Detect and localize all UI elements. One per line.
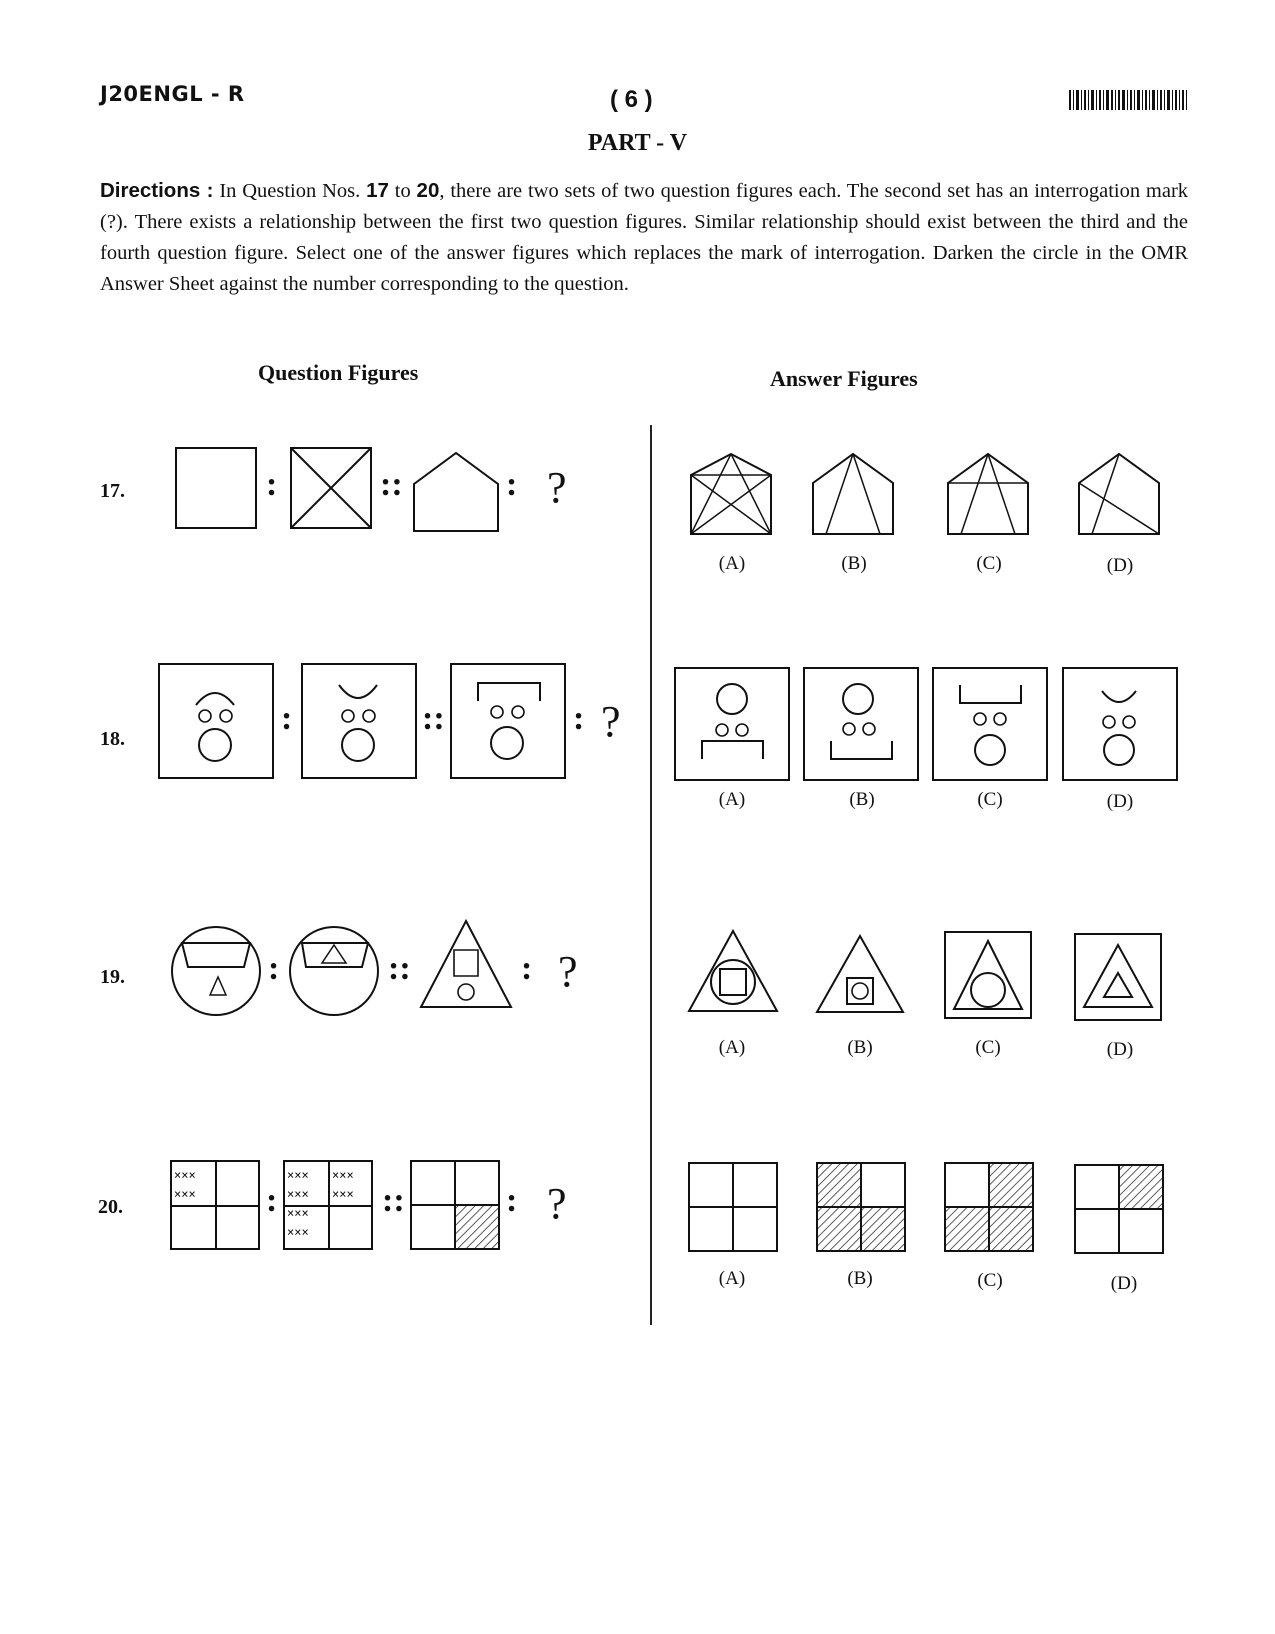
- answer-18a-figure[interactable]: [674, 667, 790, 781]
- question-number-18: 18.: [100, 728, 125, 750]
- directions-to-q: 20: [416, 179, 440, 202]
- option-label-18a: (A): [718, 789, 746, 810]
- ratio-double-colon: ::: [382, 1182, 405, 1219]
- ratio-double-colon: ::: [380, 466, 403, 503]
- answer-20b-figure[interactable]: [816, 1162, 906, 1252]
- answer-18b-figure[interactable]: [803, 667, 919, 781]
- circle-face-figure: [450, 663, 566, 779]
- option-label-20c: (C): [977, 1270, 1003, 1291]
- question-number-17: 17.: [100, 480, 125, 502]
- answer-18d-figure[interactable]: [1062, 667, 1178, 781]
- option-label-19c: (C): [975, 1037, 1001, 1058]
- answer-19c-figure[interactable]: [944, 931, 1032, 1019]
- ratio-colon: :: [281, 700, 293, 737]
- directions-text-b: , there are two sets of two question figures each. The second set has an interrogation mark (?). There exists a relationship between the first two question figures. Similar relationship should exist between the third and the fourth question figure. Select one of the answer figures which replaces the mark of interrogation. Darken the circle in the OMR Answer Sheet against the number corresponding to the question.: [100, 180, 1189, 295]
- option-label-17b: (B): [841, 553, 867, 574]
- grid-cross-figure: [170, 1160, 260, 1250]
- pentagon-figure: [413, 452, 499, 532]
- option-label-20b: (B): [847, 1268, 873, 1289]
- answer-20d-figure[interactable]: [1074, 1164, 1164, 1254]
- ratio-colon: :: [506, 1182, 518, 1219]
- question-mark: ?: [547, 1179, 567, 1228]
- circle-trapezium-triangle-figure: [288, 925, 380, 1017]
- question-figures-header: Question Figures: [258, 360, 419, 385]
- cross-marks: ××× ×××: [174, 1168, 196, 1201]
- ratio-double-colon: ::: [422, 700, 445, 737]
- question-mark: ?: [558, 947, 578, 996]
- ratio-colon: :: [573, 700, 585, 737]
- cross-marks: ××× ×××: [332, 1168, 354, 1201]
- answer-19a-figure[interactable]: [688, 930, 778, 1012]
- answer-17c-figure[interactable]: [947, 453, 1029, 535]
- circle-trapezium-triangle-figure: [170, 925, 262, 1017]
- ratio-colon: :: [268, 950, 280, 987]
- page-number: ( 6 ): [610, 86, 653, 113]
- answer-18c-figure[interactable]: [932, 667, 1048, 781]
- question-number-20: 20.: [98, 1196, 123, 1218]
- grid-cross-figure: [283, 1160, 373, 1250]
- answer-17a-figure[interactable]: [690, 453, 772, 535]
- directions-text-a: In Question Nos.: [219, 180, 361, 202]
- ratio-double-colon: ::: [388, 950, 411, 987]
- answer-19d-figure[interactable]: [1074, 933, 1162, 1021]
- barcode-icon: [1069, 90, 1187, 110]
- question-number-19: 19.: [100, 966, 125, 988]
- option-label-20a: (A): [718, 1268, 746, 1289]
- option-label-17a: (A): [718, 553, 746, 574]
- cross-marks: ××× ××× ××× ×××: [287, 1168, 309, 1239]
- paper-code: J20ENGL - R: [100, 82, 245, 106]
- question-mark: ?: [601, 697, 621, 746]
- column-divider: [650, 425, 652, 1325]
- directions-from-q: 17: [366, 179, 389, 202]
- option-label-18b: (B): [849, 789, 875, 810]
- option-label-19d: (D): [1106, 1039, 1134, 1060]
- circle-face-figure: [301, 663, 417, 779]
- option-label-17d: (D): [1106, 555, 1134, 576]
- answer-20c-figure[interactable]: [944, 1162, 1034, 1252]
- ratio-colon: :: [506, 466, 518, 503]
- ratio-colon: :: [266, 466, 278, 503]
- circle-face-figure: [158, 663, 274, 779]
- ratio-colon: :: [266, 1182, 278, 1219]
- ratio-colon: :: [521, 950, 533, 987]
- option-label-19a: (A): [718, 1037, 746, 1058]
- triangle-square-circle-figure: [420, 920, 512, 1008]
- hatched-quadrant-figure: [410, 1160, 500, 1250]
- part-title: PART - V: [587, 130, 688, 156]
- option-label-18d: (D): [1106, 791, 1134, 812]
- option-label-17c: (C): [976, 553, 1002, 574]
- question-mark: ?: [547, 463, 567, 512]
- option-label-18c: (C): [977, 789, 1003, 810]
- square-figure: [175, 447, 257, 529]
- answer-19b-figure[interactable]: [816, 935, 904, 1013]
- answer-20a-figure[interactable]: [688, 1162, 778, 1252]
- answer-17d-figure[interactable]: [1078, 453, 1160, 535]
- option-label-20d: (D): [1110, 1273, 1138, 1294]
- directions: [100, 175, 1188, 300]
- directions-to: to: [394, 180, 411, 202]
- answer-17b-figure[interactable]: [812, 453, 894, 535]
- answer-figures-header: Answer Figures: [770, 366, 918, 391]
- option-label-19b: (B): [847, 1037, 873, 1058]
- directions-label: Directions :: [100, 179, 214, 202]
- crossed-square-figure: [290, 447, 372, 529]
